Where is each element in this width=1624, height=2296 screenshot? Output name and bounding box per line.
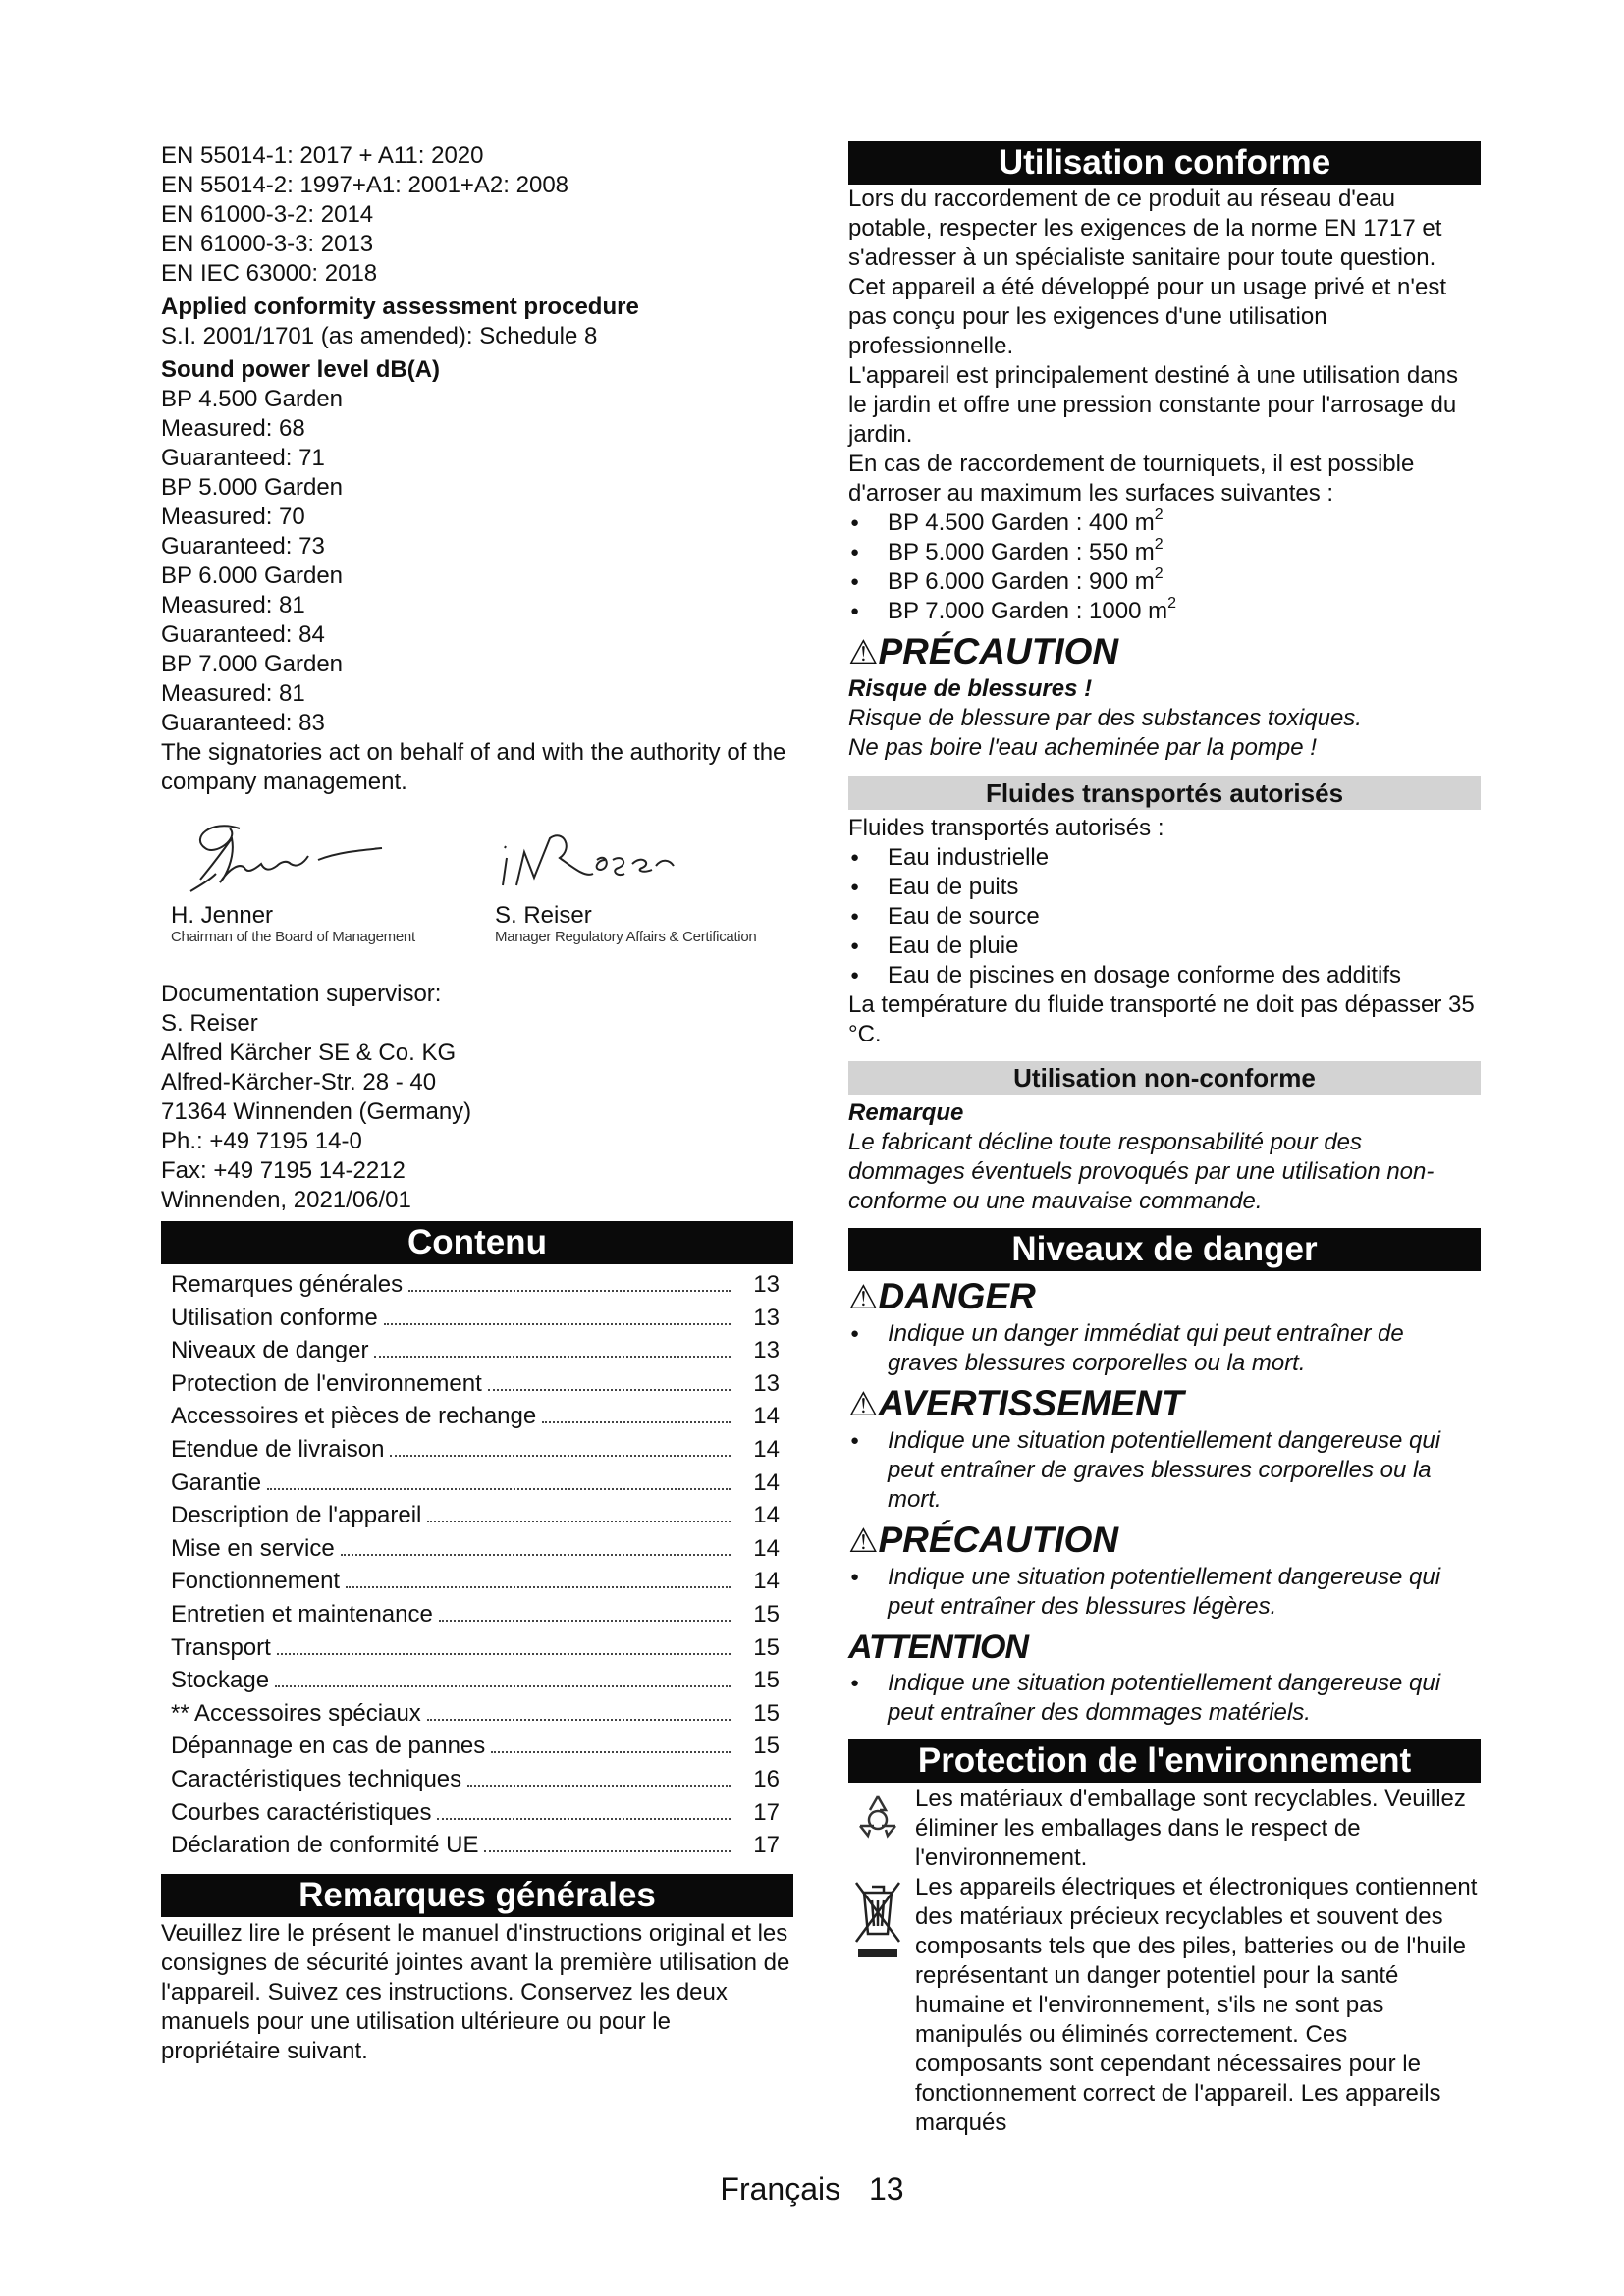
toc-label: Transport [171,1633,271,1661]
toc-row[interactable] [161,1268,793,1302]
list-item: ● BP 4.500 Garden : 400 $m^2$ [848,508,1481,538]
fluides-list [848,843,1481,990]
toc-label: Dépannage en cas de pannes [171,1733,486,1760]
sig1-role: Chairman of the Board of Management [171,929,415,945]
toc-page: 15 [753,1633,780,1661]
list-item: ● Indique un danger immédiat qui peut entraîner de graves blessures corporelles ou la mort. [848,1319,1481,1378]
toc-leader [491,1751,731,1753]
toc-leader [408,1290,731,1292]
sound-heading: Sound power level dB(A) [161,356,441,383]
toc-leader [439,1620,731,1622]
toc-page: 15 [753,1600,780,1628]
toc-row[interactable] [161,1631,793,1665]
procedure-text: S.I. 2001/1701 (as amended): Schedule 8 [161,323,598,349]
toc-label: Accessoires et pièces de rechange [171,1403,537,1430]
toc-row[interactable] [161,1829,793,1862]
toc-page: 13 [753,1337,780,1364]
attention-list [848,1669,1481,1728]
toc-label: Garantie [171,1468,262,1496]
toc-label: Déclaration de conformité UE [171,1832,479,1859]
sound-line: Guaranteed: 83 [161,710,325,736]
list-item: ● BP 6.000 Garden : 900 $m^2$ [848,567,1481,597]
page-footer [0,2171,1624,2207]
crossed-bin-icon [852,1879,903,1971]
surfaces-list [848,508,1481,626]
toc-page: 14 [753,1435,780,1463]
warning-triangle-icon: ⚠ [848,1522,879,1560]
footer-language: Français [720,2171,841,2207]
page-number: 13 [869,2171,904,2207]
toc-row[interactable] [161,1532,793,1566]
remarque-text: Le fabricant décline toute responsabilité pour des dommages éventuels provoqués par une utilisation non-conforme ou une mauvaise commande. [848,1129,1435,1214]
list-item: ● Eau de piscines en dosage conforme des additifs [848,961,1481,990]
sound-line: Measured: 68 [161,415,305,442]
sig2-name: S. Reiser [495,902,592,929]
standard-line: EN 55014-1: 2017 + A11: 2020 [161,142,484,169]
list-item: ● Indique une situation potentiellement dangereuse qui peut entraîner des dommages matériels. [848,1669,1481,1728]
doc-line: Alfred Kärcher SE & Co. KG [161,1040,457,1066]
right-column [848,141,1481,2138]
toc-label: Entretien et maintenance [171,1600,433,1628]
toc-page: 15 [753,1733,780,1760]
fluides-intro: Fluides transportés autorisés : [848,815,1164,841]
standard-line: EN IEC 63000: 2018 [161,260,378,287]
left-column [161,141,793,2066]
list-item: ● Indique une situation potentiellement dangereuse qui peut entraîner des blessures légères. [848,1563,1481,1622]
toc-row[interactable] [161,1730,793,1763]
avertissement-heading: ⚠AVERTISSEMENT [848,1383,1184,1423]
sig1-name: H. Jenner [171,902,274,929]
standard-line: EN 55014-2: 1997+A1: 2001+A2: 2008 [161,172,569,198]
toc-row[interactable] [161,1334,793,1367]
toc-leader [275,1685,731,1687]
list-item: ● BP 7.000 Garden : 1000 $m^2$ [848,597,1481,626]
toc-row[interactable] [161,1565,793,1598]
contenu-heading: Contenu [161,1221,793,1264]
toc-page: 14 [753,1502,780,1529]
toc-page: 15 [753,1667,780,1694]
list-item: ● Eau de pluie [848,932,1481,961]
procedure-heading: Applied conformity assessment procedure [161,294,639,320]
sound-line: BP 4.500 Garden [161,386,344,412]
toc-leader [374,1356,731,1358]
doc-line: S. Reiser [161,1010,258,1037]
warning-triangle-icon: ⚠ [848,1279,879,1316]
toc-label: Protection de l'environnement [171,1369,482,1397]
toc-leader [542,1421,731,1423]
toc-row[interactable] [161,1598,793,1631]
table-of-contents [161,1268,793,1862]
signature-block [161,809,793,972]
toc-label: Caractéristiques techniques [171,1765,462,1792]
toc-label: Courbes caractéristiques [171,1798,432,1826]
toc-label: Remarques générales [171,1271,404,1298]
precaution-subtitle: Risque de blessures ! [848,675,1093,702]
sound-line: Guaranteed: 71 [161,445,325,471]
toc-row[interactable] [161,1697,793,1731]
toc-leader [346,1586,731,1588]
util-paragraph-1: Lors du raccordement de ce produit au réseau d'eau potable, respecter les exigences de la norme EN 1717 et s'adresser à un spécialiste sanitaire pour toute question. [848,186,1442,271]
precaution-line: Risque de blessure par des substances toxiques. [848,705,1362,731]
remarques-heading: Remarques générales [161,1874,793,1917]
list-item: ● BP 5.000 Garden : 550 $m^2$ [848,538,1481,567]
toc-page: 13 [753,1271,780,1298]
signature-jenner [171,809,465,946]
niveaux-heading: Niveaux de danger [848,1228,1481,1271]
toc-row[interactable] [161,1302,793,1335]
env-paragraph-2: Les appareils électriques et électroniques contiennent des matériaux précieux recyclables et souvent des composants tels que des piles, batteries ou de l'huile représentant un danger potentiel pour la santé humaine et l'environnement, s'ils ne sont pas manipulés ou éliminés correctement. Ces composants sont cependant nécessaires pour le fonctionnement correct de l'appareil. Les appareils marqués [915,1874,1478,2136]
fluides-temperature: La température du fluide transporté ne doit pas dépasser 35 °C. [848,991,1475,1047]
documentation-block [161,980,793,1215]
list-item: ● Eau industrielle [848,843,1481,873]
danger-heading: ⚠DANGER [848,1276,1036,1316]
doc-line: Fax: +49 7195 14-2212 [161,1157,406,1184]
sound-line: Measured: 70 [161,504,305,530]
toc-row[interactable] [161,1400,793,1433]
toc-row[interactable] [161,1763,793,1796]
toc-row[interactable] [161,1499,793,1532]
toc-leader [267,1488,731,1490]
env-recycle-row [848,1785,1481,1873]
sig2-role: Manager Regulatory Affairs & Certification [495,929,757,945]
toc-leader [390,1455,731,1457]
signature-reiser [495,809,789,946]
reiser-signature-image [495,809,721,903]
standards-list [161,141,793,289]
toc-label: ** Accessoires spéciaux [171,1699,421,1727]
toc-label: Utilisation conforme [171,1304,378,1331]
doc-line: 71364 Winnenden (Germany) [161,1098,472,1125]
sound-line: BP 5.000 Garden [161,474,344,501]
standard-line: EN 61000-3-2: 2014 [161,201,374,228]
danger-list [848,1319,1481,1378]
sound-line: Guaranteed: 84 [161,621,325,648]
toc-page: 16 [753,1765,780,1792]
list-item: ● Indique une situation potentiellement dangereuse qui peut entraîner de graves blessures corporelles ou la mort. [848,1426,1481,1515]
sound-line: Measured: 81 [161,592,305,618]
env-paragraph-1: Les matériaux d'emballage sont recyclables. Veuillez éliminer les emballages dans le respect de l'environnement. [915,1786,1466,1871]
standard-line: EN 61000-3-3: 2013 [161,231,374,257]
precaution-heading: ⚠PRÉCAUTION [848,631,1119,671]
avertissement-list [848,1426,1481,1515]
toc-page: 14 [753,1468,780,1496]
toc-label: Mise en service [171,1534,335,1562]
toc-label: Etendue de livraison [171,1435,385,1463]
sound-line: BP 7.000 Garden [161,651,344,677]
toc-page: 17 [753,1798,780,1826]
list-item: ● Eau de source [848,902,1481,932]
environnement-heading: Protection de l'environnement [848,1739,1481,1783]
jenner-signature-image [171,809,397,903]
sound-line: Guaranteed: 73 [161,533,325,560]
toc-row[interactable] [161,1467,793,1500]
warning-triangle-icon: ⚠ [848,634,879,671]
list-item: ● Eau de puits [848,873,1481,902]
toc-row[interactable] [161,1433,793,1467]
precaution2-heading: ⚠PRÉCAUTION [848,1520,1119,1560]
toc-row[interactable] [161,1664,793,1697]
precaution2-list [848,1563,1481,1622]
toc-page: 17 [753,1832,780,1859]
sound-line: BP 6.000 Garden [161,562,344,589]
attention-heading: ATTENTION [848,1629,1029,1666]
toc-page: 14 [753,1568,780,1595]
toc-label: Stockage [171,1667,270,1694]
sound-values [161,385,793,738]
remarque-label: Remarque [848,1099,964,1126]
toc-leader [427,1719,731,1721]
toc-leader [427,1521,731,1522]
remarques-text: Veuillez lire le présent le manuel d'instructions original et les consignes de sécurité jointes avant la première utilisation de l'appareil. Suivez ces instructions. Conservez les deux manuels pour une utilisation ultérieure ou pour le propriétaire suivant. [161,1919,790,2064]
toc-label: Fonctionnement [171,1568,341,1595]
util-paragraph-4: En cas de raccordement de tourniquets, il est possible d'arroser au maximum les surfaces suivantes : [848,451,1415,507]
doc-line: Winnenden, 2021/06/01 [161,1187,411,1213]
precaution-line: Ne pas boire l'eau acheminée par la pompe ! [848,734,1317,761]
utilisation-heading: Utilisation conforme [848,141,1481,185]
nonconforme-heading: Utilisation non-conforme [848,1061,1481,1095]
toc-page: 15 [753,1699,780,1727]
toc-page: 13 [753,1369,780,1397]
toc-label: Niveaux de danger [171,1337,369,1364]
toc-leader [277,1653,731,1655]
toc-leader [341,1554,731,1556]
toc-leader [488,1389,731,1391]
toc-leader [437,1818,731,1820]
util-paragraph-2: Cet appareil a été développé pour un usage privé et n'est pas conçu pour les exigences d'une utilisation professionnelle. [848,274,1446,359]
toc-leader [484,1850,731,1852]
toc-row[interactable] [161,1367,793,1401]
sound-line: Measured: 81 [161,680,305,707]
fluides-heading: Fluides transportés autorisés [848,776,1481,810]
doc-line: Documentation supervisor: [161,981,442,1007]
toc-page: 14 [753,1534,780,1562]
env-weee-row [848,1873,1481,2138]
signatories-text: The signatories act on behalf of and with the authority of the company management. [161,739,786,795]
recycle-icon [852,1790,903,1849]
toc-row[interactable] [161,1796,793,1830]
doc-line: Alfred-Kärcher-Str. 28 - 40 [161,1069,437,1095]
toc-label: Description de l'appareil [171,1502,422,1529]
util-paragraph-3: L'appareil est principalement destiné à une utilisation dans le jardin et offre une pression constante pour l'arrosage du jardin. [848,362,1458,448]
toc-leader [384,1323,731,1325]
doc-line: Ph.: +49 7195 14-0 [161,1128,362,1154]
toc-page: 14 [753,1403,780,1430]
toc-page: 13 [753,1304,780,1331]
warning-triangle-icon: ⚠ [848,1386,879,1423]
toc-leader [467,1785,731,1787]
